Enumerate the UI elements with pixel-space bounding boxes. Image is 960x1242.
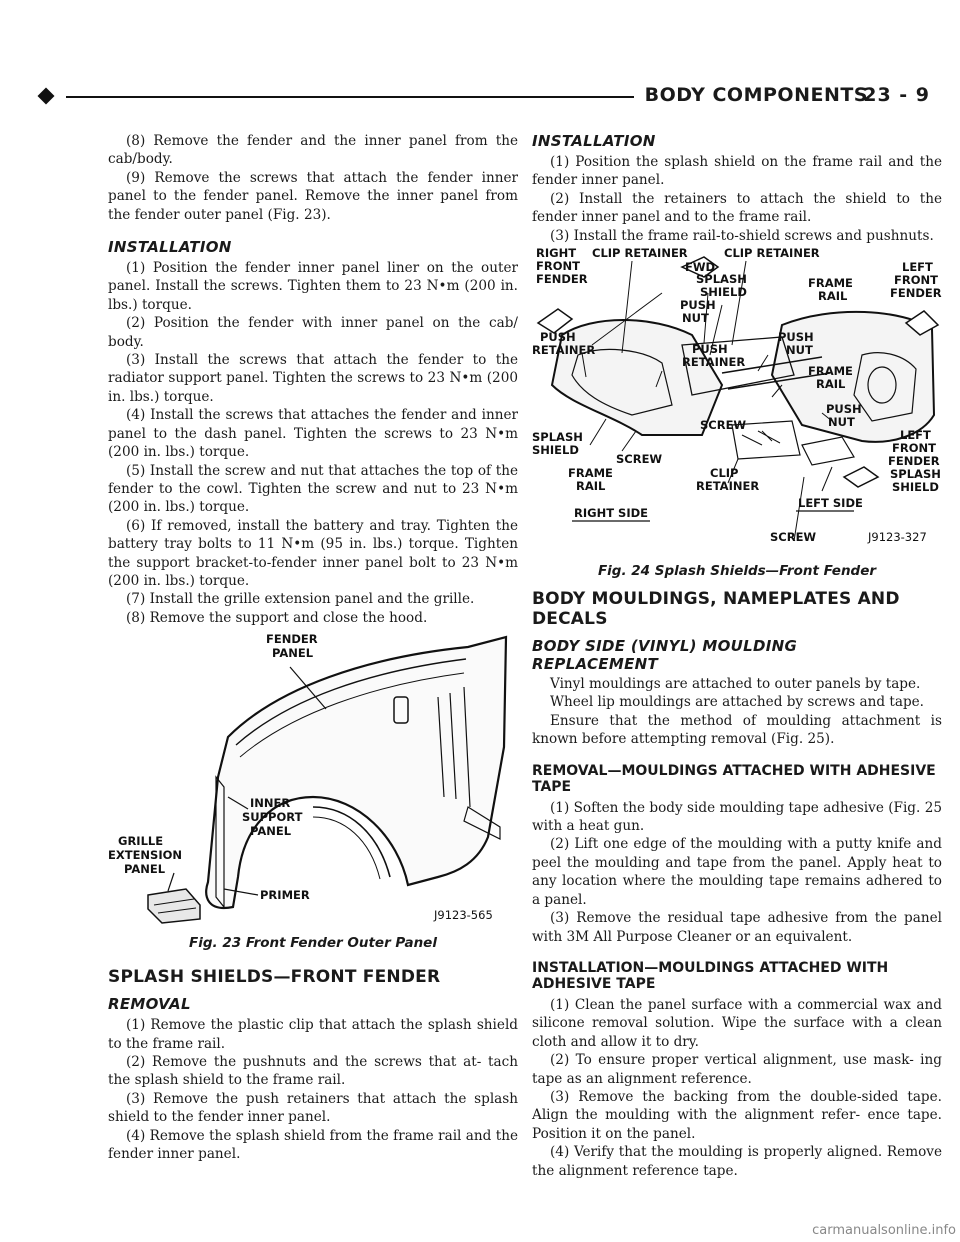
section-title: BODY COMPONENTS bbox=[644, 84, 868, 106]
label-lf-5: SHIELD bbox=[892, 480, 939, 495]
splash-shields-heading: SPLASH SHIELDS—FRONT FENDER bbox=[108, 967, 441, 988]
label-screw-c: SCREW bbox=[770, 530, 817, 545]
label-lf-1: LEFT bbox=[900, 428, 931, 443]
label-fender: FENDER bbox=[266, 632, 318, 647]
installation-heading-right: INSTALLATION bbox=[532, 132, 656, 150]
wheel-arch-inner bbox=[313, 817, 380, 879]
label-lf-2: FRONT bbox=[892, 441, 936, 456]
label-left-fender: FENDER bbox=[890, 286, 942, 301]
splash-shield-diagram bbox=[532, 245, 942, 555]
splash-install-step-1: (1) Position the splash shield on the frame rail and the fender inner panel. bbox=[532, 154, 942, 189]
removal-heading: REMOVAL bbox=[108, 995, 191, 1014]
left-side-parts bbox=[802, 437, 854, 465]
label-push-c: PUSH bbox=[692, 342, 728, 357]
label-inner: INNER bbox=[250, 796, 291, 811]
label-right: RIGHT bbox=[536, 246, 577, 261]
tape-install-step-4: (4) Verify that the moulding is properly aligned. Remove the alignment reference tape. bbox=[532, 1144, 942, 1179]
tape-install-step-1: (1) Clean the panel surface with a commercial wax and silicone removal solution. Wipe the surface with a clean cloth and allow it to dry. bbox=[532, 996, 942, 1050]
label-support: SUPPORT bbox=[242, 810, 303, 825]
watermark: carmanualsonline.info bbox=[812, 1223, 956, 1238]
label-shield-l: SHIELD bbox=[532, 443, 579, 458]
fender-outline bbox=[206, 637, 506, 908]
label-rail-bot: RAIL bbox=[576, 479, 606, 494]
figure-23-caption: Fig. 23 Front Fender Outer Panel bbox=[189, 935, 437, 952]
install-step-5: (5) Install the screw and nut that attaches the top of the fender to the cowl. Tighten the screw and nut to 23 N•m (200 in. lbs.) torque. bbox=[108, 462, 518, 516]
label-left-side: LEFT SIDE bbox=[798, 496, 863, 511]
page-header bbox=[40, 86, 930, 110]
removal-step-1: (1) Remove the plastic clip that attach the splash shield to the frame rail. bbox=[108, 1017, 518, 1052]
label-grille: GRILLE bbox=[118, 834, 164, 849]
label-nut-c2: NUT bbox=[828, 415, 855, 430]
install-step-4: (4) Install the screws that attaches the fender and inner panel to the dash panel. Tighten the screws to 23 N•m (200 in. lbs.) torque. bbox=[108, 407, 518, 461]
step-9-remove-screws: (9) Remove the screws that attach the fender inner panel to the fender panel. Remove the inner panel from the fender outer panel (Fig. 23). bbox=[108, 169, 518, 223]
install-step-8: (8) Remove the support and close the hood. bbox=[126, 609, 428, 626]
label-rail-mid: RAIL bbox=[816, 377, 846, 392]
label-inner-panel: PANEL bbox=[250, 824, 292, 839]
tape-install-step-2: (2) To ensure proper vertical alignment, use mask- ing tape as an alignment reference. bbox=[532, 1052, 942, 1087]
tape-removal-step-3: (3) Remove the residual tape adhesive from the panel with 3M All Purpose Cleaner or an equivalent. bbox=[532, 910, 942, 945]
label-retainer-l: RETAINER bbox=[532, 343, 596, 358]
label-push-a: PUSH bbox=[680, 298, 716, 313]
installation-heading: INSTALLATION bbox=[108, 238, 232, 257]
vinyl-heading-1: BODY SIDE (VINYL) MOULDING bbox=[532, 637, 798, 656]
right-fender-shape bbox=[552, 320, 722, 435]
install-step-7: (7) Install the grille extension panel and the grille. bbox=[126, 591, 475, 608]
figure-code: J9123-565 bbox=[434, 908, 493, 923]
label-retainer-c2: RETAINER bbox=[696, 479, 760, 494]
label-grille-panel: PANEL bbox=[124, 862, 166, 877]
label-screw-b: SCREW bbox=[616, 452, 663, 467]
label-left-front: FRONT bbox=[894, 273, 938, 288]
label-splash-l: SPLASH bbox=[532, 430, 583, 445]
label-extension: EXTENSION bbox=[108, 848, 183, 863]
label-push-retainer-l: PUSH bbox=[540, 330, 576, 345]
diamond-bullet-icon bbox=[38, 88, 55, 105]
figure-23 bbox=[108, 627, 518, 927]
label-rail-top: RAIL bbox=[818, 289, 848, 304]
fwd-arrow-icon-4 bbox=[844, 467, 878, 487]
header-rule bbox=[66, 96, 634, 98]
label-frame-top: FRAME bbox=[808, 276, 853, 291]
install-tape-heading: INSTALLATION—MOULDINGS ATTACHED WITH ADHESIVE TAPE bbox=[532, 959, 889, 992]
label-fender: FENDER bbox=[536, 272, 588, 287]
label-retainer-c: RETAINER bbox=[682, 355, 746, 370]
grille-extension-part bbox=[148, 889, 200, 923]
fwd-label: FWD bbox=[685, 260, 716, 275]
label-lf-3: FENDER bbox=[888, 454, 940, 469]
fender-diagram bbox=[108, 627, 518, 927]
label-shield: SHIELD bbox=[700, 285, 747, 300]
mouldings-heading: BODY MOULDINGS, NAMEPLATES AND DECALS bbox=[532, 589, 900, 630]
right-column bbox=[532, 132, 942, 1180]
figure-24-caption: Fig. 24 Splash Shields—Front Fender bbox=[597, 563, 877, 580]
install-step-3: (3) Install the screws that attach the fender to the radiator support panel. Tighten the screws to 23 N•m (200 in. lbs.) torque. bbox=[108, 352, 518, 405]
label-clip-c: CLIP bbox=[710, 466, 739, 481]
step-8-remove-fender: (8) Remove the fender and the inner panel from the cab/body. bbox=[108, 133, 518, 168]
removal-step-3: (3) Remove the push retainers that attach the splash shield to the fender inner panel. bbox=[108, 1090, 518, 1126]
label-panel: PANEL bbox=[272, 646, 314, 661]
vinyl-para-3: Ensure that the method of moulding attachment is known before attempting removal (Fig. 25). bbox=[532, 712, 942, 748]
tape-install-step-3: (3) Remove the backing from the double-sided tape. Align the moulding with the alignment refer- ence tape. Position it on the panel. bbox=[532, 1088, 942, 1142]
splash-install-step-2: (2) Install the retainers to attach the shield to the fender inner panel and to the frame rail. bbox=[532, 190, 942, 226]
label-push-c2: PUSH bbox=[826, 402, 862, 417]
screws-cluster bbox=[742, 431, 780, 445]
tape-removal-step-2: (2) Lift one edge of the moulding with a putty knife and peel the moulding and tape from the panel. Apply heat to any location where the moulding tape remains adhered to a panel. bbox=[532, 836, 942, 908]
label-lf-4: SPLASH bbox=[890, 467, 941, 482]
label-primer: PRIMER bbox=[260, 888, 310, 903]
removal-tape-heading: REMOVAL—MOULDINGS ATTACHED WITH ADHESIVE TAPE bbox=[532, 762, 936, 795]
install-step-1: (1) Position the fender inner panel liner on the outer panel. Install the screws. Tighten them to 23 N•m (200 in. lbs.) torque. bbox=[108, 260, 518, 313]
label-frame-mid: FRAME bbox=[808, 364, 853, 379]
figure-24-code: J9123-327 bbox=[868, 530, 927, 545]
install-step-6: (6) If removed, install the battery and tray. Tighten the battery tray bolts to 11 N•m (95 in. lbs.) torque. Tighten the support bracket-to-fender inner panel bolt to 23 N•m (200 in. lbs.) torque. bbox=[108, 517, 518, 589]
label-frame-bot: FRAME bbox=[568, 466, 613, 481]
splash-install-step-3: (3) Install the frame rail-to-shield screws and pushnuts. bbox=[550, 227, 934, 244]
removal-step-2: (2) Remove the pushnuts and the screws that at- tach the splash shield to the frame rail. bbox=[108, 1053, 518, 1089]
label-nut-b: NUT bbox=[786, 343, 813, 358]
removal-step-4: (4) Remove the splash shield from the frame rail and the fender inner panel. bbox=[108, 1127, 518, 1162]
install-step-2: (2) Position the fender with inner panel on the cab/ body. bbox=[108, 315, 518, 350]
left-column bbox=[108, 132, 518, 1163]
label-left: LEFT bbox=[902, 260, 933, 275]
leader-grille bbox=[168, 873, 174, 891]
tape-removal-step-1: (1) Soften the body side moulding tape adhesive (Fig. 25 with a heat gun. bbox=[532, 799, 942, 835]
vinyl-heading-2: REPLACEMENT bbox=[532, 655, 659, 674]
page-number: 23 - 9 bbox=[863, 84, 930, 106]
label-splash: SPLASH bbox=[696, 272, 747, 287]
vinyl-para-2: Wheel lip mouldings are attached by screws and tape. bbox=[550, 694, 925, 711]
label-clip-retainer-b: CLIP RETAINER bbox=[724, 246, 820, 261]
label-front: FRONT bbox=[536, 259, 580, 274]
label-nut-a: NUT bbox=[682, 311, 709, 326]
label-clip-retainer-a: CLIP RETAINER bbox=[592, 246, 688, 261]
vinyl-para-1: Vinyl mouldings are attached to outer panels by tape. bbox=[550, 676, 921, 693]
label-push-b: PUSH bbox=[778, 330, 814, 345]
label-screw-a: SCREW bbox=[700, 418, 747, 433]
figure-24 bbox=[532, 245, 942, 555]
label-right-side: RIGHT SIDE bbox=[574, 506, 649, 521]
